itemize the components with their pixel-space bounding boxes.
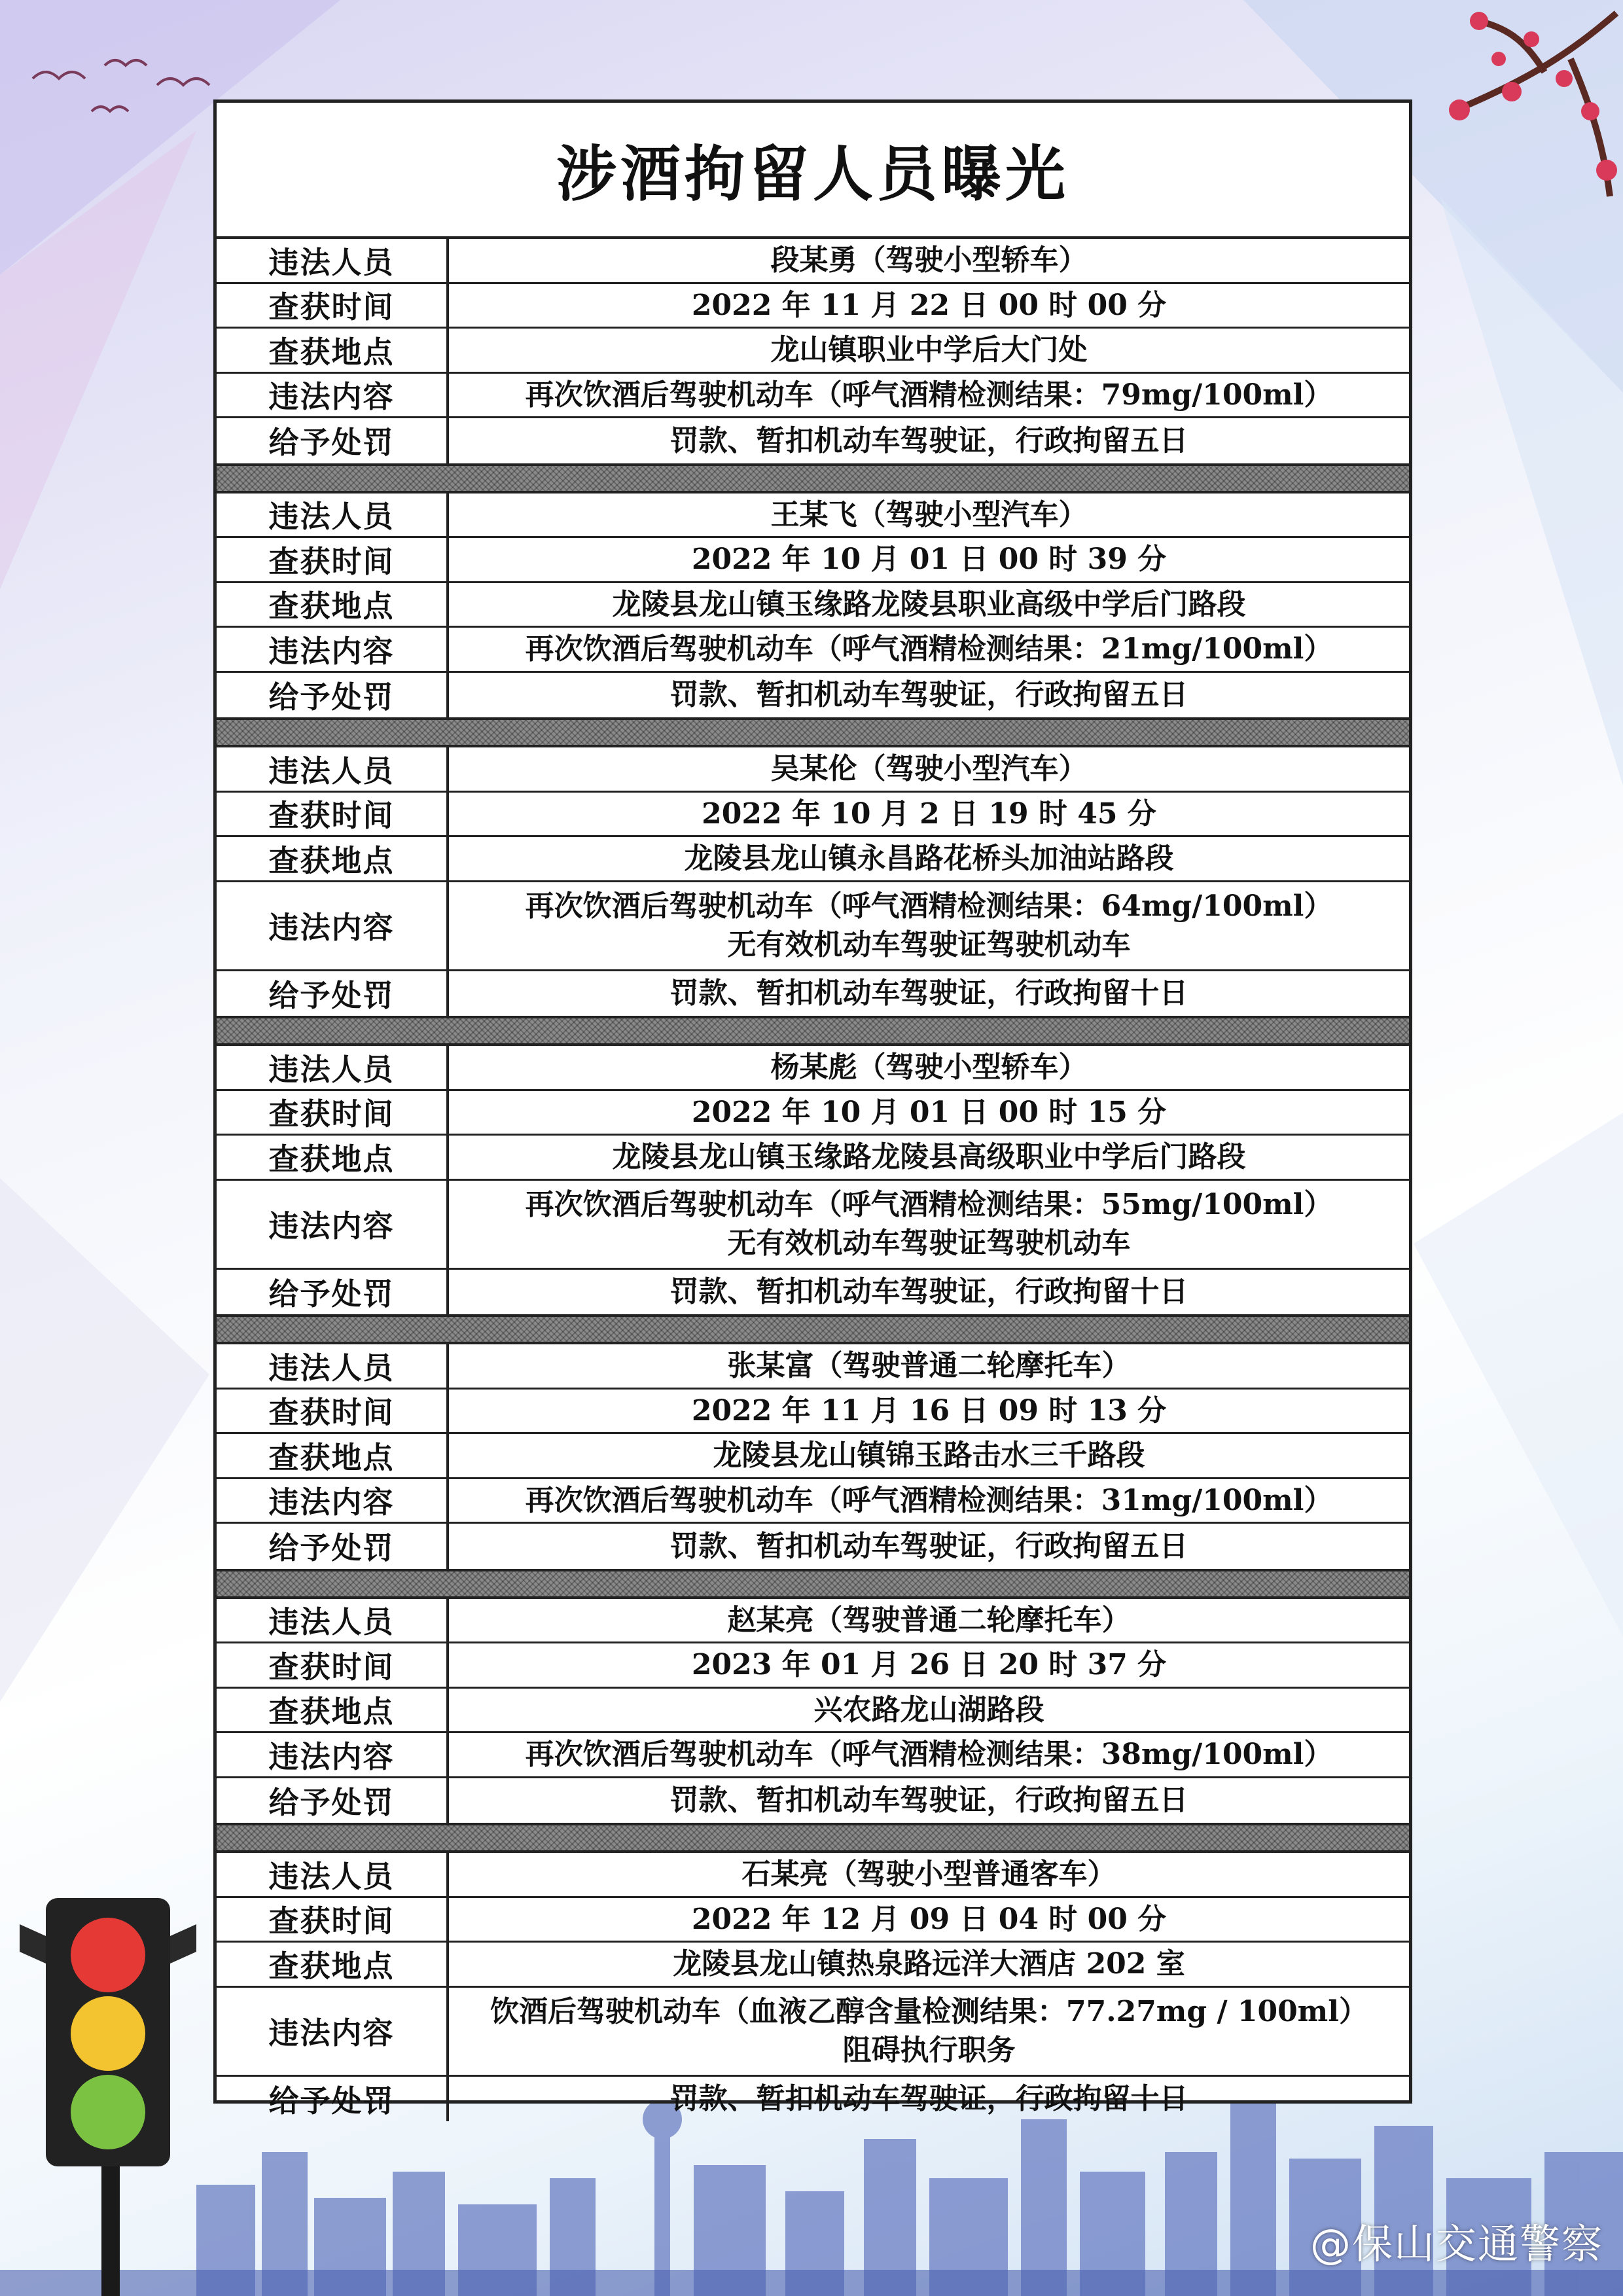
field-value-time: 2022 年 10 月 01 日 00 时 15 分 — [691, 1095, 1167, 1129]
record-row-person — [217, 747, 1409, 793]
yellow-light-icon — [71, 1996, 145, 2071]
field-value-person: 石某亮（驾驶小型普通客车） — [741, 1857, 1116, 1892]
field-value-violation — [449, 1181, 1409, 1268]
field-value-violation — [449, 1733, 1409, 1776]
field-value-penalty: 罚款、暂扣机动车驾驶证，行政拘留十日 — [669, 1275, 1188, 1309]
field-label-violation: 违法内容 — [217, 882, 449, 969]
field-value-penalty: 罚款、暂扣机动车驾驶证，行政拘留五日 — [669, 1784, 1188, 1818]
field-value-violation — [449, 1988, 1409, 2075]
record-row-penalty — [217, 2077, 1409, 2122]
record-row-person — [217, 1853, 1409, 1898]
record-row-violation — [217, 882, 1409, 971]
field-label-place: 查获地点 — [217, 1689, 449, 1732]
record-block — [217, 239, 1409, 466]
record-row-place — [217, 583, 1409, 628]
record-row-penalty — [217, 673, 1409, 718]
violation-line: 无有效机动车驾驶证驾驶机动车 — [727, 1227, 1131, 1260]
field-value-person: 赵某亮（驾驶普通二轮摩托车） — [727, 1603, 1131, 1637]
field-label-time: 查获时间 — [217, 793, 449, 836]
record-row-place — [217, 1689, 1409, 1734]
field-value-person: 杨某彪（驾驶小型轿车） — [770, 1050, 1088, 1085]
record-row-violation — [217, 628, 1409, 673]
record-row-person — [217, 1599, 1409, 1644]
page-title: 涉酒拘留人员曝光 — [217, 103, 1409, 239]
field-label-time: 查获时间 — [217, 1091, 449, 1134]
field-value-penalty: 罚款、暂扣机动车驾驶证，行政拘留五日 — [669, 678, 1188, 712]
field-label-penalty: 给予处罚 — [217, 673, 449, 718]
exposure-notice — [213, 99, 1412, 2119]
field-value-violation — [449, 882, 1409, 969]
field-value-violation — [449, 628, 1409, 671]
record-row-person — [217, 1344, 1409, 1390]
field-value-penalty: 罚款、暂扣机动车驾驶证，行政拘留五日 — [669, 1529, 1188, 1563]
field-value-time: 2022 年 11 月 16 日 09 时 13 分 — [691, 1393, 1167, 1427]
record-row-penalty — [217, 1524, 1409, 1569]
field-value-time: 2022 年 11 月 22 日 00 时 00 分 — [691, 288, 1167, 322]
record-row-person — [217, 1046, 1409, 1091]
field-label-person: 违法人员 — [217, 1853, 449, 1896]
field-label-person: 违法人员 — [217, 1599, 449, 1642]
field-label-violation: 违法内容 — [217, 374, 449, 417]
record-row-place — [217, 1434, 1409, 1479]
record-row-violation — [217, 1181, 1409, 1270]
field-label-violation: 违法内容 — [217, 1479, 449, 1522]
violation-line: 再次饮酒后驾驶机动车（呼气酒精检测结果：38mg/100ml） — [525, 1738, 1333, 1772]
record-separator — [217, 1317, 1409, 1344]
record-row-violation — [217, 1988, 1409, 2077]
field-value-time: 2022 年 12 月 09 日 04 时 00 分 — [691, 1902, 1167, 1936]
field-label-violation: 违法内容 — [217, 1181, 449, 1268]
record-row-time — [217, 1091, 1409, 1136]
record-row-penalty — [217, 1778, 1409, 1823]
field-label-penalty: 给予处罚 — [217, 1524, 449, 1569]
field-value-place: 龙陵县龙山镇锦玉路击水三千路段 — [713, 1439, 1145, 1473]
field-value-place: 龙陵县龙山镇永昌路花桥头加油站路段 — [684, 842, 1174, 876]
record-row-penalty — [217, 418, 1409, 463]
field-value-violation — [449, 1479, 1409, 1522]
field-label-penalty: 给予处罚 — [217, 1778, 449, 1823]
record-row-time — [217, 284, 1409, 329]
field-label-place: 查获地点 — [217, 837, 449, 880]
field-label-time: 查获时间 — [217, 284, 449, 327]
field-value-penalty: 罚款、暂扣机动车驾驶证，行政拘留五日 — [669, 423, 1188, 457]
field-label-person: 违法人员 — [217, 1344, 449, 1388]
red-light-icon — [71, 1918, 145, 1992]
birds-icon — [26, 39, 223, 144]
field-label-person: 违法人员 — [217, 239, 449, 282]
record-separator — [217, 1825, 1409, 1853]
records-table — [217, 239, 1409, 2121]
record-separator — [217, 1018, 1409, 1046]
record-row-person — [217, 239, 1409, 284]
field-value-place: 龙陵县龙山镇热泉路远洋大酒店 202 室 — [673, 1947, 1185, 1981]
record-row-person — [217, 493, 1409, 539]
record-separator — [217, 1571, 1409, 1599]
field-value-person: 吴某伦（驾驶小型汽车） — [770, 752, 1088, 786]
record-row-violation — [217, 374, 1409, 419]
field-label-penalty: 给予处罚 — [217, 971, 449, 1016]
field-label-time: 查获时间 — [217, 1390, 449, 1433]
violation-line: 再次饮酒后驾驶机动车（呼气酒精检测结果：79mg/100ml） — [525, 378, 1333, 412]
field-label-penalty: 给予处罚 — [217, 2077, 449, 2122]
field-value-time: 2023 年 01 月 26 日 20 时 37 分 — [691, 1648, 1167, 1682]
record-row-time — [217, 538, 1409, 583]
field-value-place: 龙山镇职业中学后大门处 — [770, 333, 1088, 367]
green-light-icon — [71, 2075, 145, 2149]
field-value-person: 段某勇（驾驶小型轿车） — [770, 243, 1088, 278]
weibo-watermark: @保山交通警察 — [1310, 2220, 1603, 2268]
field-label-place: 查获地点 — [217, 329, 449, 372]
field-value-person: 王某飞（驾驶小型汽车） — [770, 497, 1088, 531]
field-value-time: 2022 年 10 月 01 日 00 时 39 分 — [691, 543, 1167, 577]
field-label-place: 查获地点 — [217, 1434, 449, 1477]
field-label-person: 违法人员 — [217, 493, 449, 537]
record-row-penalty — [217, 1270, 1409, 1315]
field-label-time: 查获时间 — [217, 538, 449, 581]
field-label-penalty: 给予处罚 — [217, 418, 449, 463]
field-value-person: 张某富（驾驶普通二轮摩托车） — [727, 1349, 1131, 1383]
record-separator — [217, 720, 1409, 747]
field-value-place: 兴农路龙山湖路段 — [813, 1693, 1044, 1727]
record-row-place — [217, 329, 1409, 374]
record-block — [217, 1599, 1409, 1826]
field-label-place: 查获地点 — [217, 1136, 449, 1179]
field-label-time: 查获时间 — [217, 1643, 449, 1687]
field-value-violation — [449, 374, 1409, 417]
violation-line: 阻碍执行职务 — [842, 2034, 1016, 2067]
field-value-penalty: 罚款、暂扣机动车驾驶证，行政拘留十日 — [669, 2082, 1188, 2116]
record-row-violation — [217, 1479, 1409, 1524]
field-label-person: 违法人员 — [217, 1046, 449, 1089]
violation-line: 再次饮酒后驾驶机动车（呼气酒精检测结果：31mg/100ml） — [525, 1483, 1333, 1517]
field-label-time: 查获时间 — [217, 1898, 449, 1941]
record-row-place — [217, 1943, 1409, 1988]
field-value-penalty: 罚款、暂扣机动车驾驶证，行政拘留十日 — [669, 977, 1188, 1011]
record-row-place — [217, 837, 1409, 882]
violation-line: 再次饮酒后驾驶机动车（呼气酒精检测结果：64mg/100ml） — [525, 889, 1333, 923]
record-block — [217, 1853, 1409, 2121]
field-value-time: 2022 年 10 月 2 日 19 时 45 分 — [702, 797, 1156, 831]
record-block — [217, 1046, 1409, 1317]
record-row-time — [217, 1898, 1409, 1943]
violation-line: 无有效机动车驾驶证驾驶机动车 — [727, 928, 1131, 961]
record-separator — [217, 466, 1409, 493]
violation-line: 再次饮酒后驾驶机动车（呼气酒精检测结果：21mg/100ml） — [525, 632, 1333, 666]
field-label-violation: 违法内容 — [217, 1733, 449, 1776]
record-row-time — [217, 1390, 1409, 1435]
field-label-person: 违法人员 — [217, 747, 449, 791]
record-row-penalty — [217, 971, 1409, 1016]
field-label-penalty: 给予处罚 — [217, 1270, 449, 1315]
record-row-time — [217, 793, 1409, 838]
record-row-time — [217, 1643, 1409, 1689]
record-row-violation — [217, 1733, 1409, 1778]
record-block — [217, 493, 1409, 721]
field-value-place: 龙陵县龙山镇玉缘路龙陵县高级职业中学后门路段 — [612, 1140, 1246, 1174]
field-label-violation: 违法内容 — [217, 1988, 449, 2075]
record-block — [217, 1344, 1409, 1571]
record-block — [217, 747, 1409, 1018]
field-label-place: 查获地点 — [217, 1943, 449, 1986]
violation-line: 再次饮酒后驾驶机动车（呼气酒精检测结果：55mg/100ml） — [525, 1187, 1333, 1221]
field-label-violation: 违法内容 — [217, 628, 449, 671]
field-value-place: 龙陵县龙山镇玉缘路龙陵县职业高级中学后门路段 — [612, 587, 1246, 621]
field-label-place: 查获地点 — [217, 583, 449, 626]
record-row-place — [217, 1136, 1409, 1181]
traffic-light — [20, 1898, 196, 2296]
violation-line: 饮酒后驾驶机动车（血液乙醇含量检测结果：77.27mg / 100ml） — [490, 1994, 1368, 2028]
